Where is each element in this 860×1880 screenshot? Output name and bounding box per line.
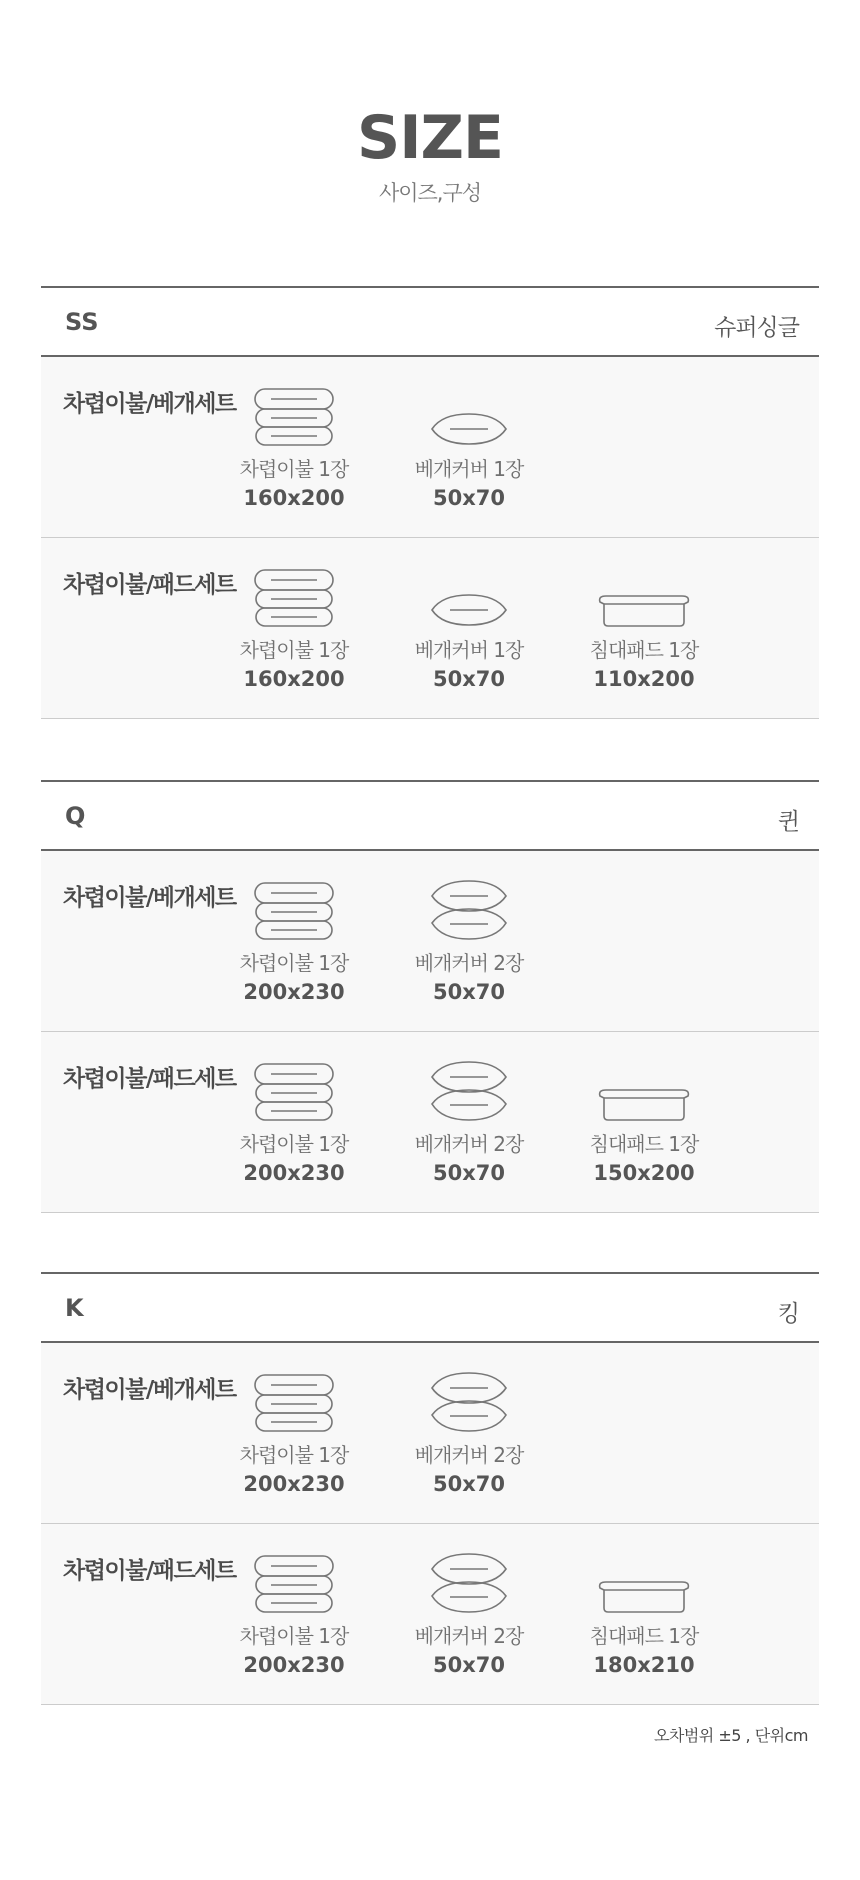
- item-size: 50x70: [433, 486, 505, 510]
- bed-pad-icon: [569, 1552, 719, 1614]
- item-size: 200x230: [243, 980, 345, 1004]
- comforter-icon: [219, 1552, 369, 1614]
- size-code: K: [65, 1294, 84, 1322]
- set-item: [569, 1060, 719, 1185]
- two-pillows-icon: [394, 1060, 544, 1122]
- item-size: 200x230: [243, 1653, 345, 1677]
- item-name: 차렵이불 1장: [239, 1132, 349, 1156]
- item-size: 200x230: [243, 1161, 345, 1185]
- page-title: SIZE: [356, 103, 504, 173]
- item-size: 50x70: [433, 1653, 505, 1677]
- set-row: [41, 851, 819, 1032]
- item-name: 베개커버 1장: [414, 457, 524, 481]
- size-name: 킹: [777, 1301, 799, 1327]
- two-pillows-icon: [394, 1371, 544, 1433]
- set-item: [394, 1371, 544, 1496]
- pillow-icon: [394, 566, 544, 628]
- set-item: [394, 879, 544, 1004]
- item-name: 침대패드 1장: [589, 1624, 699, 1648]
- comforter-icon: [219, 879, 369, 941]
- item-name: 침대패드 1장: [589, 1132, 699, 1156]
- item-size: 50x70: [433, 1472, 505, 1496]
- item-size: 50x70: [433, 1161, 505, 1185]
- item-name: 차렵이불 1장: [239, 638, 349, 662]
- section-header: [41, 780, 819, 851]
- set-item: [219, 566, 369, 691]
- section-header: [41, 286, 819, 357]
- set-item: [219, 879, 369, 1004]
- set-item: [219, 1060, 369, 1185]
- set-row: [41, 538, 819, 719]
- pillow-icon: [394, 385, 544, 447]
- item-size: 160x200: [243, 486, 345, 510]
- page-subtitle: 사이즈,구성: [378, 181, 482, 205]
- size-code: SS: [65, 308, 99, 336]
- size-section-q: [41, 780, 819, 1213]
- size-code: Q: [65, 802, 86, 830]
- set-row: [41, 1343, 819, 1524]
- item-name: 차렵이불 1장: [239, 951, 349, 975]
- set-item: [394, 1552, 544, 1677]
- item-size: 50x70: [433, 667, 505, 691]
- item-size: 110x200: [593, 667, 695, 691]
- size-name: 슈퍼싱글: [714, 315, 799, 341]
- set-label: 차렵이불/베개세트: [63, 391, 236, 417]
- set-item: [219, 385, 369, 510]
- tolerance-note: 오차범위 ±5 , 단위cm: [653, 1726, 808, 1745]
- set-item: [569, 566, 719, 691]
- bed-pad-icon: [569, 1060, 719, 1122]
- set-label: 차렵이불/패드세트: [63, 1558, 236, 1584]
- item-name: 차렵이불 1장: [239, 1624, 349, 1648]
- item-name: 베개커버 2장: [414, 1624, 524, 1648]
- item-name: 베개커버 1장: [414, 638, 524, 662]
- section-header: [41, 1272, 819, 1343]
- set-item: [394, 1060, 544, 1185]
- bed-pad-icon: [569, 566, 719, 628]
- set-row: [41, 1032, 819, 1213]
- comforter-icon: [219, 1371, 369, 1433]
- set-item: [219, 1552, 369, 1677]
- item-size: 180x210: [593, 1653, 695, 1677]
- item-name: 차렵이불 1장: [239, 1443, 349, 1467]
- item-name: 베개커버 2장: [414, 951, 524, 975]
- item-name: 베개커버 2장: [414, 1132, 524, 1156]
- item-name: 침대패드 1장: [589, 638, 699, 662]
- item-name: 베개커버 2장: [414, 1443, 524, 1467]
- set-label: 차렵이불/베개세트: [63, 1377, 236, 1403]
- two-pillows-icon: [394, 1552, 544, 1614]
- set-item: [394, 385, 544, 510]
- item-size: 160x200: [243, 667, 345, 691]
- item-name: 차렵이불 1장: [239, 457, 349, 481]
- comforter-icon: [219, 1060, 369, 1122]
- item-size: 150x200: [593, 1161, 695, 1185]
- two-pillows-icon: [394, 879, 544, 941]
- set-item: [569, 1552, 719, 1677]
- set-item: [394, 566, 544, 691]
- set-label: 차렵이불/베개세트: [63, 885, 236, 911]
- set-label: 차렵이불/패드세트: [63, 572, 236, 598]
- set-row: [41, 1524, 819, 1705]
- comforter-icon: [219, 566, 369, 628]
- set-label: 차렵이불/패드세트: [63, 1066, 236, 1092]
- size-section-ss: [41, 286, 819, 719]
- comforter-icon: [219, 385, 369, 447]
- item-size: 200x230: [243, 1472, 345, 1496]
- size-section-k: [41, 1272, 819, 1705]
- set-item: [219, 1371, 369, 1496]
- item-size: 50x70: [433, 980, 505, 1004]
- set-row: [41, 357, 819, 538]
- size-name: 퀸: [777, 809, 799, 835]
